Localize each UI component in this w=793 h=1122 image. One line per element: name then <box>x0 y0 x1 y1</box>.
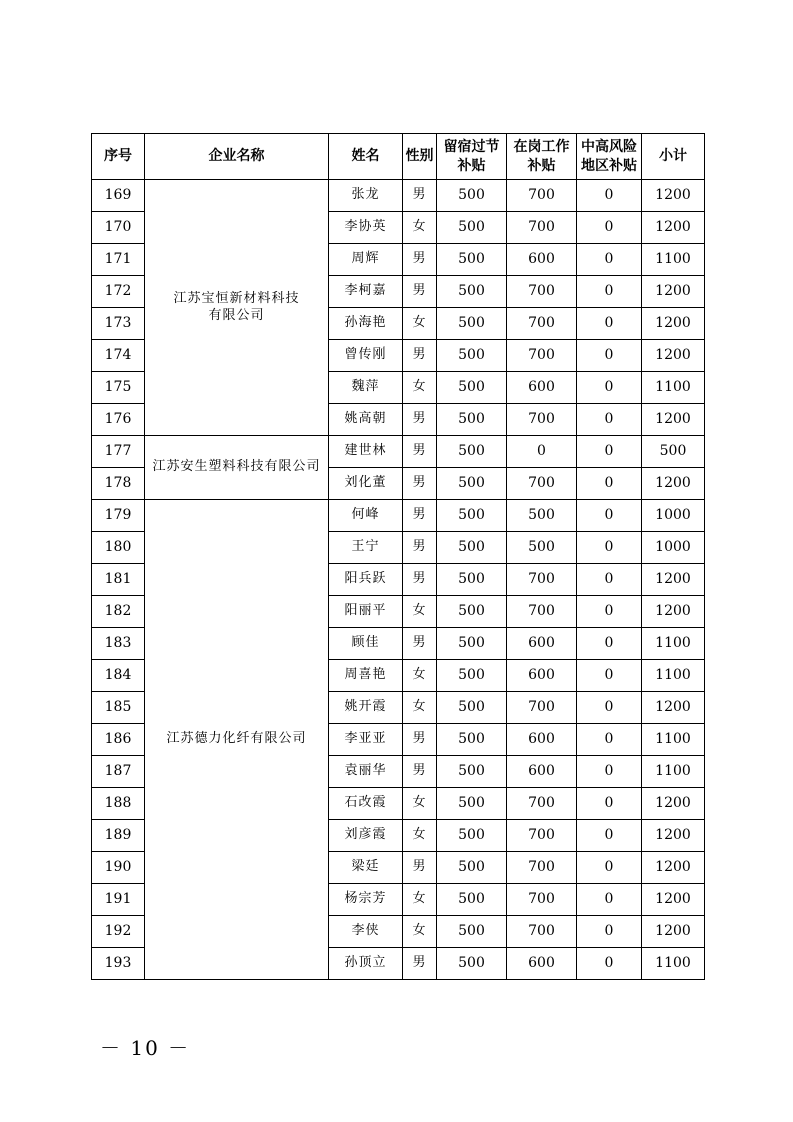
cell-total: 1200 <box>642 340 705 372</box>
cell-work-subsidy: 700 <box>507 340 577 372</box>
cell-risk-subsidy: 0 <box>577 436 642 468</box>
cell-name: 王宁 <box>329 532 403 564</box>
cell-name: 刘彦霞 <box>329 820 403 852</box>
cell-gender: 女 <box>403 916 437 948</box>
cell-gender: 男 <box>403 244 437 276</box>
cell-stay-subsidy: 500 <box>437 564 507 596</box>
cell-risk-subsidy: 0 <box>577 756 642 788</box>
cell-name: 李侠 <box>329 916 403 948</box>
cell-stay-subsidy: 500 <box>437 628 507 660</box>
cell-seq: 191 <box>92 884 145 916</box>
header-gender: 性别 <box>403 134 437 180</box>
cell-seq: 173 <box>92 308 145 340</box>
header-stay-subsidy: 留宿过节 补贴 <box>437 134 507 180</box>
cell-risk-subsidy: 0 <box>577 948 642 980</box>
cell-work-subsidy: 700 <box>507 852 577 884</box>
cell-company <box>145 180 329 436</box>
cell-gender: 男 <box>403 532 437 564</box>
cell-stay-subsidy: 500 <box>437 468 507 500</box>
cell-risk-subsidy: 0 <box>577 564 642 596</box>
cell-work-subsidy: 700 <box>507 180 577 212</box>
cell-seq: 184 <box>92 660 145 692</box>
cell-risk-subsidy: 0 <box>577 596 642 628</box>
cell-stay-subsidy: 500 <box>437 308 507 340</box>
cell-total: 1200 <box>642 468 705 500</box>
cell-seq: 190 <box>92 852 145 884</box>
cell-total: 1000 <box>642 500 705 532</box>
cell-stay-subsidy: 500 <box>437 788 507 820</box>
cell-total: 1100 <box>642 628 705 660</box>
cell-name: 曾传刚 <box>329 340 403 372</box>
cell-seq: 178 <box>92 468 145 500</box>
cell-company <box>145 500 329 980</box>
cell-seq: 181 <box>92 564 145 596</box>
cell-risk-subsidy: 0 <box>577 308 642 340</box>
cell-name: 阳兵跃 <box>329 564 403 596</box>
cell-name: 石改霞 <box>329 788 403 820</box>
cell-seq: 176 <box>92 404 145 436</box>
cell-gender: 男 <box>403 756 437 788</box>
cell-work-subsidy: 500 <box>507 500 577 532</box>
cell-gender: 女 <box>403 820 437 852</box>
cell-total: 1200 <box>642 916 705 948</box>
cell-name: 李协英 <box>329 212 403 244</box>
header-risk-subsidy: 中高风险 地区补贴 <box>577 134 642 180</box>
cell-seq: 179 <box>92 500 145 532</box>
cell-gender: 女 <box>403 692 437 724</box>
cell-name: 何峰 <box>329 500 403 532</box>
cell-risk-subsidy: 0 <box>577 180 642 212</box>
cell-total: 1200 <box>642 692 705 724</box>
cell-work-subsidy: 700 <box>507 916 577 948</box>
cell-name: 梁廷 <box>329 852 403 884</box>
cell-name: 袁丽华 <box>329 756 403 788</box>
cell-total: 1100 <box>642 244 705 276</box>
cell-risk-subsidy: 0 <box>577 916 642 948</box>
cell-stay-subsidy: 500 <box>437 244 507 276</box>
cell-seq: 193 <box>92 948 145 980</box>
cell-stay-subsidy: 500 <box>437 340 507 372</box>
cell-name: 杨宗芳 <box>329 884 403 916</box>
cell-stay-subsidy: 500 <box>437 692 507 724</box>
cell-name: 刘化董 <box>329 468 403 500</box>
cell-gender: 男 <box>403 276 437 308</box>
table-body <box>92 180 705 980</box>
cell-seq: 189 <box>92 820 145 852</box>
cell-company <box>145 436 329 500</box>
cell-risk-subsidy: 0 <box>577 692 642 724</box>
cell-work-subsidy: 0 <box>507 436 577 468</box>
cell-stay-subsidy: 500 <box>437 916 507 948</box>
cell-total: 1100 <box>642 724 705 756</box>
cell-gender: 男 <box>403 628 437 660</box>
cell-stay-subsidy: 500 <box>437 596 507 628</box>
cell-seq: 169 <box>92 180 145 212</box>
cell-total: 1200 <box>642 276 705 308</box>
cell-seq: 182 <box>92 596 145 628</box>
cell-gender: 男 <box>403 180 437 212</box>
cell-gender: 男 <box>403 564 437 596</box>
cell-work-subsidy: 600 <box>507 724 577 756</box>
cell-name: 李柯嘉 <box>329 276 403 308</box>
company-name-line1: 江苏德力化纤有限公司 <box>166 731 307 747</box>
cell-work-subsidy: 700 <box>507 404 577 436</box>
cell-work-subsidy: 700 <box>507 692 577 724</box>
cell-stay-subsidy: 500 <box>437 212 507 244</box>
cell-gender: 女 <box>403 308 437 340</box>
cell-total: 1100 <box>642 660 705 692</box>
header-company: 企业名称 <box>145 134 329 180</box>
cell-total: 500 <box>642 436 705 468</box>
cell-name: 阳丽平 <box>329 596 403 628</box>
cell-total: 1000 <box>642 532 705 564</box>
cell-seq: 170 <box>92 212 145 244</box>
cell-name: 李亚亚 <box>329 724 403 756</box>
cell-stay-subsidy: 500 <box>437 500 507 532</box>
cell-stay-subsidy: 500 <box>437 756 507 788</box>
cell-stay-subsidy: 500 <box>437 820 507 852</box>
cell-seq: 188 <box>92 788 145 820</box>
cell-risk-subsidy: 0 <box>577 532 642 564</box>
cell-work-subsidy: 500 <box>507 532 577 564</box>
cell-work-subsidy: 600 <box>507 628 577 660</box>
header-work-subsidy: 在岗工作 补贴 <box>507 134 577 180</box>
table-row <box>92 436 705 468</box>
cell-risk-subsidy: 0 <box>577 404 642 436</box>
cell-seq: 185 <box>92 692 145 724</box>
cell-risk-subsidy: 0 <box>577 500 642 532</box>
cell-seq: 186 <box>92 724 145 756</box>
cell-risk-subsidy: 0 <box>577 212 642 244</box>
cell-gender: 女 <box>403 884 437 916</box>
cell-seq: 174 <box>92 340 145 372</box>
cell-seq: 177 <box>92 436 145 468</box>
cell-stay-subsidy: 500 <box>437 660 507 692</box>
cell-work-subsidy: 700 <box>507 212 577 244</box>
cell-work-subsidy: 700 <box>507 820 577 852</box>
cell-name: 孙顶立 <box>329 948 403 980</box>
cell-work-subsidy: 600 <box>507 244 577 276</box>
cell-total: 1200 <box>642 820 705 852</box>
cell-gender: 男 <box>403 468 437 500</box>
cell-total: 1200 <box>642 852 705 884</box>
cell-risk-subsidy: 0 <box>577 820 642 852</box>
cell-seq: 172 <box>92 276 145 308</box>
cell-work-subsidy: 700 <box>507 276 577 308</box>
cell-risk-subsidy: 0 <box>577 244 642 276</box>
cell-risk-subsidy: 0 <box>577 468 642 500</box>
table-row <box>92 500 705 532</box>
cell-name: 周辉 <box>329 244 403 276</box>
cell-total: 1200 <box>642 596 705 628</box>
cell-work-subsidy: 700 <box>507 788 577 820</box>
cell-name: 魏萍 <box>329 372 403 404</box>
cell-total: 1100 <box>642 948 705 980</box>
cell-stay-subsidy: 500 <box>437 404 507 436</box>
cell-total: 1100 <box>642 372 705 404</box>
page-number: － 10 － <box>100 1036 191 1060</box>
cell-seq: 180 <box>92 532 145 564</box>
cell-name: 张龙 <box>329 180 403 212</box>
cell-seq: 183 <box>92 628 145 660</box>
cell-name: 顾佳 <box>329 628 403 660</box>
cell-total: 1200 <box>642 788 705 820</box>
cell-stay-subsidy: 500 <box>437 276 507 308</box>
cell-work-subsidy: 600 <box>507 948 577 980</box>
cell-stay-subsidy: 500 <box>437 532 507 564</box>
cell-work-subsidy: 700 <box>507 884 577 916</box>
table-row <box>92 180 705 212</box>
cell-work-subsidy: 700 <box>507 468 577 500</box>
cell-total: 1200 <box>642 884 705 916</box>
cell-gender: 女 <box>403 212 437 244</box>
cell-risk-subsidy: 0 <box>577 724 642 756</box>
cell-total: 1200 <box>642 212 705 244</box>
company-name-line2: 有限公司 <box>208 307 265 323</box>
cell-work-subsidy: 700 <box>507 308 577 340</box>
cell-risk-subsidy: 0 <box>577 852 642 884</box>
cell-work-subsidy: 600 <box>507 756 577 788</box>
cell-work-subsidy: 700 <box>507 596 577 628</box>
cell-gender: 男 <box>403 948 437 980</box>
cell-total: 1100 <box>642 756 705 788</box>
cell-gender: 女 <box>403 660 437 692</box>
cell-seq: 192 <box>92 916 145 948</box>
subsidy-table <box>91 133 705 980</box>
cell-total: 1200 <box>642 564 705 596</box>
cell-gender: 男 <box>403 724 437 756</box>
cell-name: 姚开霞 <box>329 692 403 724</box>
cell-seq: 187 <box>92 756 145 788</box>
cell-risk-subsidy: 0 <box>577 788 642 820</box>
cell-gender: 男 <box>403 340 437 372</box>
cell-name: 姚高朝 <box>329 404 403 436</box>
cell-name: 孙海艳 <box>329 308 403 340</box>
cell-gender: 女 <box>403 788 437 820</box>
cell-stay-subsidy: 500 <box>437 724 507 756</box>
cell-risk-subsidy: 0 <box>577 628 642 660</box>
cell-work-subsidy: 600 <box>507 660 577 692</box>
cell-stay-subsidy: 500 <box>437 852 507 884</box>
header-seq: 序号 <box>92 134 145 180</box>
cell-seq: 175 <box>92 372 145 404</box>
header-name: 姓名 <box>329 134 403 180</box>
cell-stay-subsidy: 500 <box>437 372 507 404</box>
cell-stay-subsidy: 500 <box>437 948 507 980</box>
cell-risk-subsidy: 0 <box>577 340 642 372</box>
company-name-line1: 江苏宝恒新材料科技 <box>173 290 300 306</box>
header-total: 小计 <box>642 134 705 180</box>
cell-gender: 女 <box>403 596 437 628</box>
cell-gender: 男 <box>403 852 437 884</box>
cell-risk-subsidy: 0 <box>577 276 642 308</box>
cell-risk-subsidy: 0 <box>577 660 642 692</box>
cell-work-subsidy: 700 <box>507 564 577 596</box>
cell-total: 1200 <box>642 180 705 212</box>
cell-name: 周喜艳 <box>329 660 403 692</box>
table-header-row <box>92 134 705 180</box>
cell-stay-subsidy: 500 <box>437 884 507 916</box>
cell-gender: 男 <box>403 500 437 532</box>
cell-gender: 男 <box>403 436 437 468</box>
cell-risk-subsidy: 0 <box>577 884 642 916</box>
cell-stay-subsidy: 500 <box>437 180 507 212</box>
company-name-line1: 江苏安生塑料科技有限公司 <box>152 459 321 475</box>
cell-gender: 女 <box>403 372 437 404</box>
cell-stay-subsidy: 500 <box>437 436 507 468</box>
cell-seq: 171 <box>92 244 145 276</box>
cell-risk-subsidy: 0 <box>577 372 642 404</box>
cell-work-subsidy: 600 <box>507 372 577 404</box>
cell-name: 建世林 <box>329 436 403 468</box>
cell-total: 1200 <box>642 404 705 436</box>
cell-gender: 男 <box>403 404 437 436</box>
cell-total: 1200 <box>642 308 705 340</box>
